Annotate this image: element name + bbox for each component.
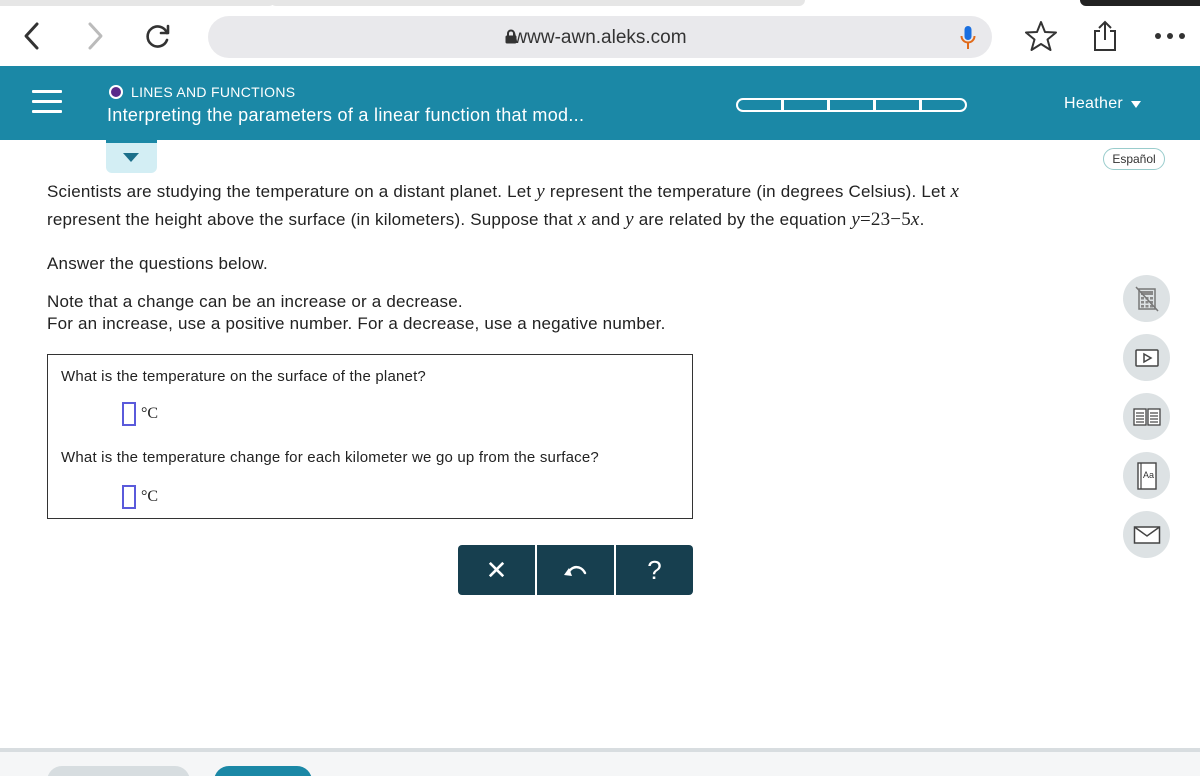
share-icon[interactable] [1090,21,1120,51]
answer-input-2[interactable] [122,485,136,509]
close-icon: ✕ [485,554,508,585]
instructions: Answer the questions below. [47,254,268,273]
progress-segment [828,98,875,112]
dictionary-button[interactable] [1123,452,1170,499]
equation-constant: 23 [870,209,891,230]
problem-text: . [919,210,925,229]
problem-statement [47,178,1047,234]
variable-y: y [536,181,545,202]
progress-segment [920,98,967,112]
check-button[interactable] [214,766,312,776]
forward-icon[interactable] [80,21,110,51]
help-button[interactable] [616,545,693,595]
textbook-icon [1133,407,1161,427]
equation-equals: = [859,209,871,230]
problem-line-2 [47,206,1047,234]
note [47,291,666,335]
language-button[interactable]: Español [1103,148,1165,170]
topic-label [109,84,295,100]
question-2: What is the temperature change for each kilometer we go up from the surface? [61,449,599,466]
browser-tab[interactable] [270,0,805,6]
topic-status-circle-icon [109,85,123,99]
video-button[interactable] [1123,334,1170,381]
variable-y: y [625,209,634,230]
answer-1 [122,402,158,426]
answer-2 [122,485,158,509]
user-menu[interactable] [1064,95,1141,113]
equation [851,210,919,229]
bookmark-star-icon[interactable] [1025,21,1057,51]
answer-input-1[interactable] [122,402,136,426]
browser-tab-strip [0,0,1200,7]
calculator-button[interactable] [1123,275,1170,322]
problem-line-1 [47,178,1047,206]
browser-tab[interactable] [0,0,275,6]
question-box [47,354,693,519]
browser-tab-active[interactable] [1080,0,1200,6]
message-button[interactable] [1123,511,1170,558]
lesson-title: Interpreting the parameters of a linear function that mod... [107,105,585,125]
undo-button[interactable] [537,545,614,595]
triangle-down-icon [123,153,139,162]
equation-minus: − [890,209,902,230]
equation-x: x [910,209,920,230]
equation-coefficient: 5 [901,209,911,230]
back-icon[interactable] [17,21,47,51]
question-1: What is the temperature on the surface of the planet? [61,368,426,385]
equation-y: y [851,209,860,230]
progress-segment [874,98,921,112]
problem-text: Scientists are studying the temperature on a distant planet. Let [47,182,537,201]
hamburger-menu-icon[interactable] [32,90,62,114]
video-icon [1134,348,1160,368]
microphone-icon[interactable] [960,25,976,56]
note-line: For an increase, use a positive number. For a decrease, use a negative number. [47,314,666,333]
variable-x: x [577,209,587,230]
undo-icon [563,562,589,578]
progress-bar [737,98,967,112]
unit-label: °C [141,488,159,505]
help-icon: ? [647,554,662,585]
unit-label: °C [141,405,159,422]
more-options-icon[interactable] [1153,21,1187,51]
note-line: Note that a change can be an increase or a decrease. [47,292,463,311]
url-text: www-awn.aleks.com [513,27,687,48]
problem-text: and [586,210,626,229]
app-header [0,66,1200,140]
progress-segment [736,98,783,112]
dictionary-icon [1135,461,1159,491]
reload-icon[interactable] [143,21,173,51]
mail-icon [1133,525,1161,545]
user-name: Heather [1064,95,1124,112]
answer-actions [458,545,693,595]
problem-text: represent the height above the surface (in kilometers). Suppose that [47,210,578,229]
clear-button[interactable] [458,545,535,595]
explanation-button[interactable] [47,766,190,776]
progress-segment [782,98,829,112]
calculator-icon [1134,286,1160,312]
textbook-button[interactable] [1123,393,1170,440]
topic-text: LINES AND FUNCTIONS [131,84,296,100]
topic-dropdown-toggle[interactable] [106,140,157,173]
variable-x: x [950,181,960,202]
svg-text:Aa: Aa [1142,469,1154,480]
caret-down-icon [1131,101,1141,108]
address-bar[interactable] [208,16,992,58]
browser-toolbar [0,7,1200,66]
problem-text: are related by the equation [633,210,852,229]
problem-text: represent the temperature (in degrees Celsius). Let [544,182,951,201]
